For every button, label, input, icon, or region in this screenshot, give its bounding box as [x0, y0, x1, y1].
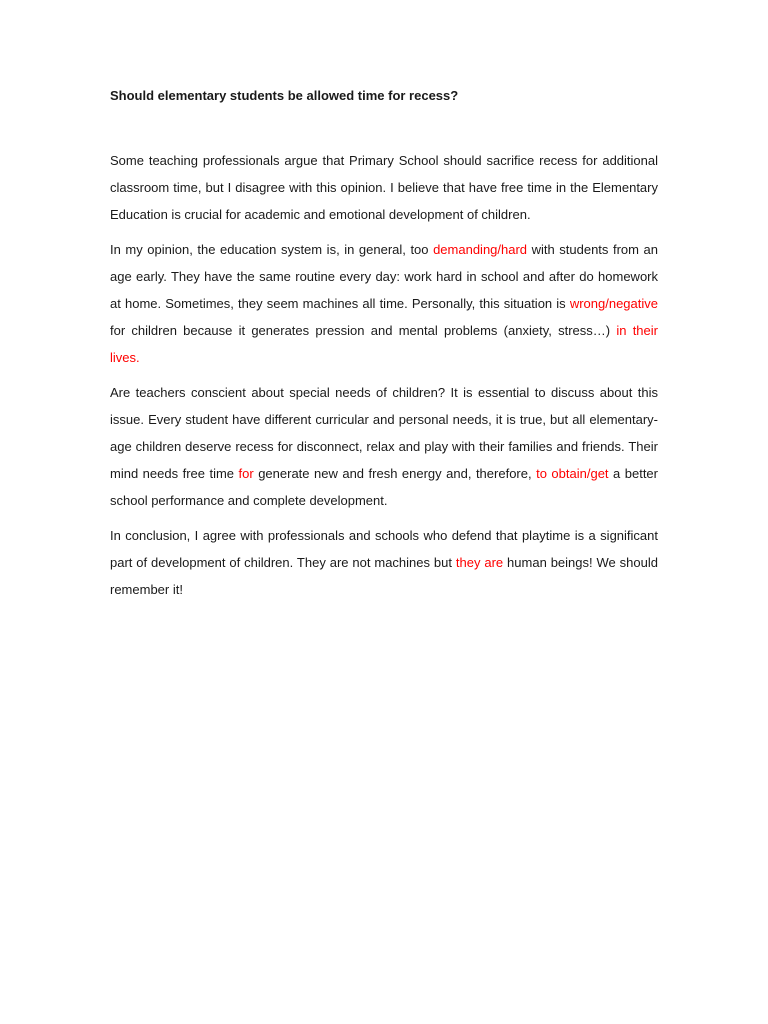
text-segment: Some teaching professionals argue that Primary School should sacrifice recess for additional classroom time, but I disagree with this opinion. I believe that have free time in the Elementary Education is crucial for academic and emotional development of children. — [110, 153, 658, 222]
essay-body — [110, 148, 658, 613]
correction-highlight: in their lives. — [110, 322, 658, 365]
correction-highlight: demanding/hard — [433, 242, 528, 258]
text-segment: generate new and fresh energy and, therefore, — [253, 465, 537, 481]
correction-highlight: for — [238, 465, 254, 481]
paragraph-1 — [110, 148, 658, 228]
correction-highlight: they are — [455, 555, 504, 571]
correction-highlight: to obtain/get — [536, 465, 609, 481]
text-segment: with students from an age early. They have the same routine every day: work hard in school and after do homework at home. Sometimes, they seem machines all time. Personally, this situation is — [110, 242, 658, 311]
paragraph-2 — [110, 237, 658, 371]
essay-title: Should elementary students be allowed time for recess? — [110, 88, 459, 103]
text-segment: In my opinion, the education system is, in general, too — [110, 242, 434, 258]
text-segment: for children because it generates pression and mental problems (anxiety, stress…) — [110, 322, 617, 338]
text-segment: In conclusion, I agree with professionals and schools who defend that playtime is a significant part of development of children. They are not machines but — [110, 528, 658, 571]
text-segment: Are teachers conscient about special needs of children? It is essential to discuss about this issue. Every student have different curricular and personal needs, it is true, but all elementary-age children deserve recess for disconnect, relax and play with their families and friends. Their mind needs free time — [110, 385, 658, 481]
text-segment: a better school performance and complete development. — [110, 465, 658, 508]
correction-highlight: wrong/negative — [569, 295, 658, 311]
text-segment: human beings! We should remember it! — [110, 555, 658, 597]
paragraph-4 — [110, 523, 658, 603]
paragraph-3 — [110, 380, 658, 514]
